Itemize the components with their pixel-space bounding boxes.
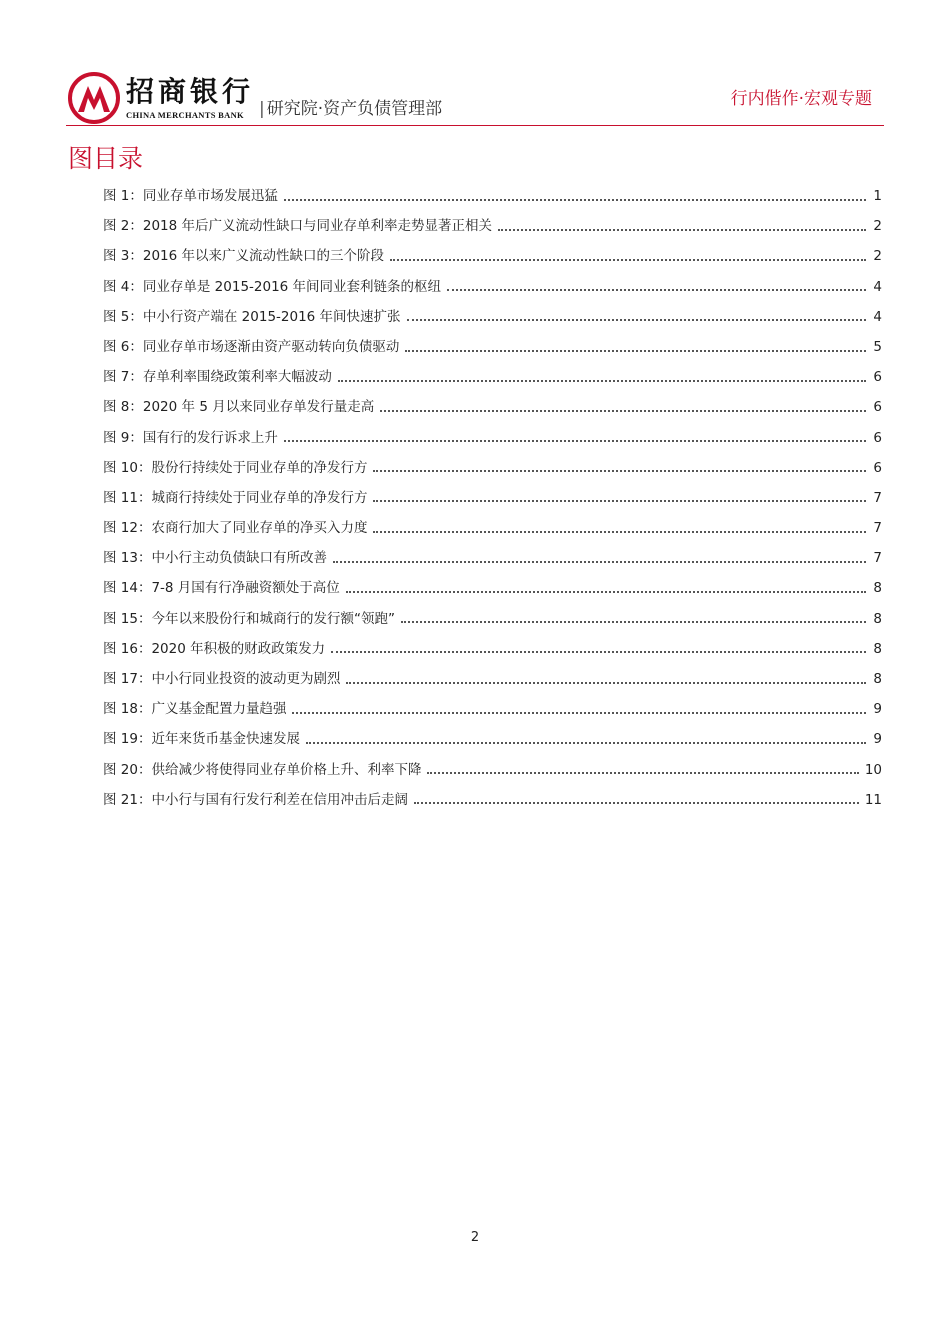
toc-leader-dots <box>338 379 866 382</box>
toc-leader-dots <box>498 228 866 231</box>
toc-entry[interactable] <box>103 362 882 392</box>
toc-entry-label[interactable]: 图 10：股份行持续处于同业存单的净发行方 <box>103 459 368 476</box>
toc-entry-page[interactable]: 9 <box>873 731 882 748</box>
toc-entry-label[interactable]: 图 17：中小行同业投资的波动更为剧烈 <box>103 671 341 687</box>
toc-entry[interactable] <box>103 453 882 483</box>
toc-entry-page[interactable]: 10 <box>864 761 882 778</box>
toc-entry[interactable] <box>103 543 882 573</box>
toc-leader-dots <box>380 409 866 412</box>
brand-name-cn: 招商银行 <box>126 75 255 108</box>
toc-entry[interactable] <box>103 241 882 271</box>
toc-leader-dots <box>333 560 866 563</box>
toc-entry-page[interactable]: 6 <box>873 429 882 446</box>
toc-entry[interactable] <box>103 664 882 694</box>
toc-leader-dots <box>427 771 858 774</box>
series-tag: 行内偕作·宏观专题 <box>730 89 872 109</box>
toc-entry-page[interactable]: 5 <box>873 338 882 355</box>
toc-entry-page[interactable]: 4 <box>873 308 882 325</box>
toc-entry-label[interactable]: 图 3：2016 年以来广义流动性缺口的三个阶段 <box>103 248 385 265</box>
toc-entry-page[interactable]: 2 <box>873 248 882 265</box>
toc-leader-dots <box>373 469 866 472</box>
department-name: 研究院·资产负债管理部 <box>266 99 443 119</box>
toc-entry-page[interactable]: 7 <box>873 550 882 567</box>
toc-entry-label[interactable]: 图 19：近年来货币基金快速发展 <box>103 731 300 748</box>
toc-entry-page[interactable]: 9 <box>873 701 882 718</box>
toc-entry-page[interactable]: 8 <box>873 640 882 657</box>
toc-entry[interactable] <box>103 302 882 332</box>
toc-entry-label[interactable]: 图 11：城商行持续处于同业存单的净发行方 <box>103 489 368 506</box>
toc-entry-label[interactable]: 图 16：2020 年积极的财政政策发力 <box>103 640 326 657</box>
toc-entry-label[interactable]: 图 2：2018 年后广义流动性缺口与同业存单利率走势显著正相关 <box>103 218 493 235</box>
toc-leader-dots <box>414 801 859 804</box>
toc-entry[interactable] <box>103 755 882 785</box>
toc-entry-label[interactable]: 图 18：广义基金配置力量趋强 <box>103 701 287 718</box>
toc-entry[interactable] <box>103 573 882 603</box>
toc-leader-dots <box>346 590 866 593</box>
toc-entry[interactable] <box>103 513 882 543</box>
toc-entry-label[interactable]: 图 9：国有行的发行诉求上升 <box>103 429 278 446</box>
toc-leader-dots <box>346 681 866 684</box>
department-label <box>259 98 442 120</box>
toc-entry-label[interactable]: 图 6：同业存单市场逐渐由资产驱动转向负债驱动 <box>103 338 400 355</box>
cmb-logo-icon <box>68 72 120 124</box>
toc-entry-label[interactable]: 图 20：供给减少将使得同业存单价格上升、利率下降 <box>103 761 422 778</box>
toc-leader-dots <box>306 741 866 744</box>
toc-entry-page[interactable]: 6 <box>873 369 882 386</box>
toc-entry-label[interactable]: 图 1：同业存单市场发展迅猛 <box>103 188 278 204</box>
toc-entry[interactable] <box>103 272 882 302</box>
toc-entry-label[interactable]: 图 4：同业存单是 2015-2016 年间同业套利链条的枢纽 <box>103 278 442 295</box>
toc-leader-dots <box>292 711 866 714</box>
toc-entry[interactable] <box>103 604 882 634</box>
toc-leader-dots <box>390 258 866 261</box>
header-divider <box>66 125 884 126</box>
toc-entry[interactable] <box>103 483 882 513</box>
toc-entry-label[interactable]: 图 21：中小行与国有行发行利差在信用冲击后走阔 <box>103 791 408 808</box>
toc-entry-page[interactable]: 4 <box>873 278 882 295</box>
figure-table-of-contents <box>103 181 882 815</box>
page-header <box>66 70 884 126</box>
toc-entry-label[interactable]: 图 14：7-8 月国有行净融资额处于高位 <box>103 580 340 597</box>
toc-leader-dots <box>331 650 866 653</box>
toc-title: 图目录 <box>68 144 144 173</box>
toc-entry-page[interactable]: 2 <box>873 218 882 235</box>
toc-leader-dots <box>401 620 866 623</box>
department-separator: | <box>259 99 265 119</box>
toc-entry-page[interactable]: 6 <box>873 459 882 476</box>
toc-entry-page[interactable]: 11 <box>864 791 882 808</box>
page-number: 2 <box>470 1230 480 1245</box>
toc-entry[interactable] <box>103 724 882 754</box>
toc-entry-label[interactable]: 图 13：中小行主动负债缺口有所改善 <box>103 550 327 567</box>
toc-entry[interactable] <box>103 392 882 422</box>
toc-entry-page[interactable]: 1 <box>873 188 882 204</box>
toc-leader-dots <box>405 349 866 352</box>
toc-leader-dots <box>284 439 866 442</box>
toc-entry-page[interactable]: 7 <box>873 489 882 506</box>
toc-entry-label[interactable]: 图 15：今年以来股份行和城商行的发行额“领跑” <box>103 610 395 627</box>
toc-leader-dots <box>373 499 866 502</box>
toc-entry[interactable] <box>103 785 882 815</box>
toc-entry[interactable] <box>103 181 882 211</box>
toc-entry[interactable] <box>103 332 882 362</box>
brand-name-en: CHINA MERCHANTS BANK <box>126 110 244 120</box>
toc-leader-dots <box>284 198 866 201</box>
toc-entry-page[interactable]: 8 <box>873 671 882 687</box>
toc-entry-page[interactable]: 7 <box>873 520 882 537</box>
toc-entry-page[interactable]: 8 <box>873 610 882 627</box>
toc-entry-page[interactable]: 6 <box>873 399 882 416</box>
toc-entry-label[interactable]: 图 7：存单利率围绕政策利率大幅波动 <box>103 369 332 386</box>
toc-entry[interactable] <box>103 694 882 724</box>
toc-entry-label[interactable]: 图 8：2020 年 5 月以来同业存单发行量走高 <box>103 399 375 416</box>
toc-leader-dots <box>373 530 866 533</box>
toc-entry-label[interactable]: 图 12：农商行加大了同业存单的净买入力度 <box>103 520 368 537</box>
toc-entry-label[interactable]: 图 5：中小行资产端在 2015-2016 年间快速扩张 <box>103 308 401 325</box>
toc-entry[interactable] <box>103 423 882 453</box>
toc-entry[interactable] <box>103 634 882 664</box>
toc-leader-dots <box>407 318 866 321</box>
toc-leader-dots <box>447 288 866 291</box>
toc-entry[interactable] <box>103 211 882 241</box>
toc-entry-page[interactable]: 8 <box>873 580 882 597</box>
